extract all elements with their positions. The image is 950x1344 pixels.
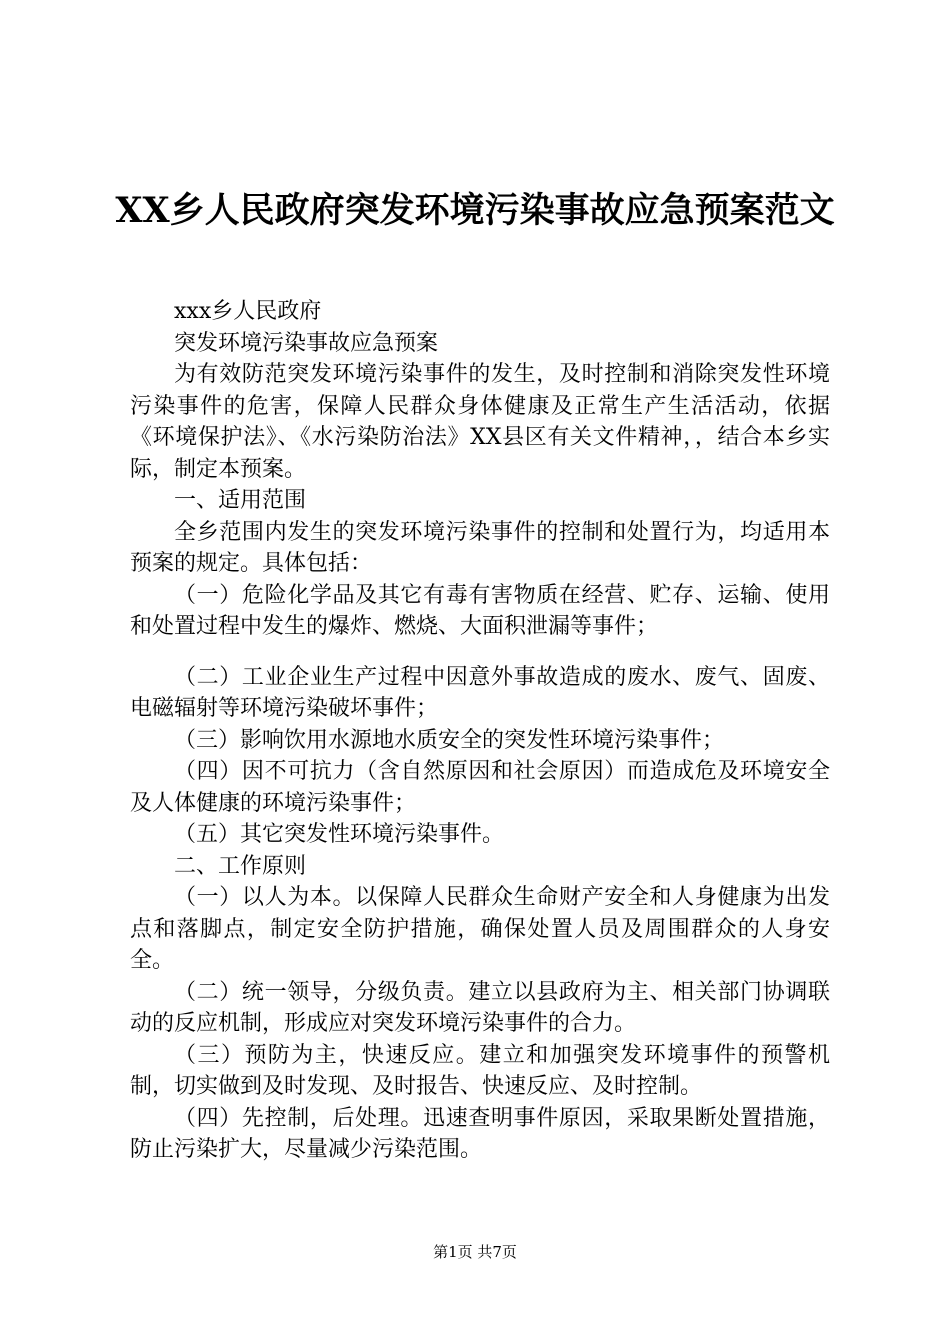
principle-item-2: （二）统一领导，分级负责。建立以县政府为主、相关部门协调联动的反应机制，形成应对突发环境污染事件的合力。 bbox=[130, 979, 830, 1036]
scope-item-1: （一）危险化学品及其它有毒有害物质在经营、贮存、运输、使用和处置过程中发生的爆炸、燃烧、大面积泄漏等事件； bbox=[130, 582, 830, 639]
document-body bbox=[130, 296, 830, 1166]
scope-item-3: （三）影响饮用水源地水质安全的突发性环境污染事件； bbox=[174, 727, 725, 753]
document-title: XX乡人民政府突发环境污染事故应急预案范文 bbox=[115, 190, 835, 231]
principle-item-1: （一）以人为本。以保障人民群众生命财产安全和人身健康为出发点和落脚点，制定安全防护措施，确保处置人员及周围群众的人身安全。 bbox=[130, 885, 830, 973]
scope-item-4: （四）因不可抗力（含自然原因和社会原因）而造成危及环境安全及人体健康的环境污染事件； bbox=[130, 759, 830, 816]
scope-item-5: （五）其它突发性环境污染事件。 bbox=[174, 822, 505, 847]
scope-paragraph: 全乡范围内发生的突发环境污染事件的控制和处置行为，均适用本预案的规定。具体包括： bbox=[130, 519, 830, 576]
principle-item-4: （四）先控制，后处理。迅速查明事件原因，采取果断处置措施，防止污染扩大，尽量减少污染范围。 bbox=[130, 1105, 830, 1162]
page-number: 第1页 共7页 bbox=[433, 1243, 517, 1261]
scope-item-2: （二）工业企业生产过程中因意外事故造成的废水、废气、固废、电磁辐射等环境污染破坏事件； bbox=[130, 664, 830, 721]
plan-name-line: 突发环境污染事故应急预案 bbox=[174, 330, 439, 356]
issuer-line: xxx乡人民政府 bbox=[174, 299, 322, 324]
principle-item-3: （三）预防为主，快速反应。建立和加强突发环境事件的预警机制，切实做到及时发现、及时报告、快速反应、及时控制。 bbox=[130, 1042, 830, 1099]
purpose-paragraph: 为有效防范突发环境污染事件的发生，及时控制和消除突发性环境污染事件的危害，保障人民群众身体健康及正常生产生活活动，依据《环境保护法》、《水污染防治法》XX县区有关文件精神，，结合本乡实际，制定本预案。 bbox=[130, 362, 830, 482]
section-heading-principles: 二、工作原则 bbox=[174, 853, 307, 879]
section-heading-scope: 一、适用范围 bbox=[174, 488, 307, 513]
